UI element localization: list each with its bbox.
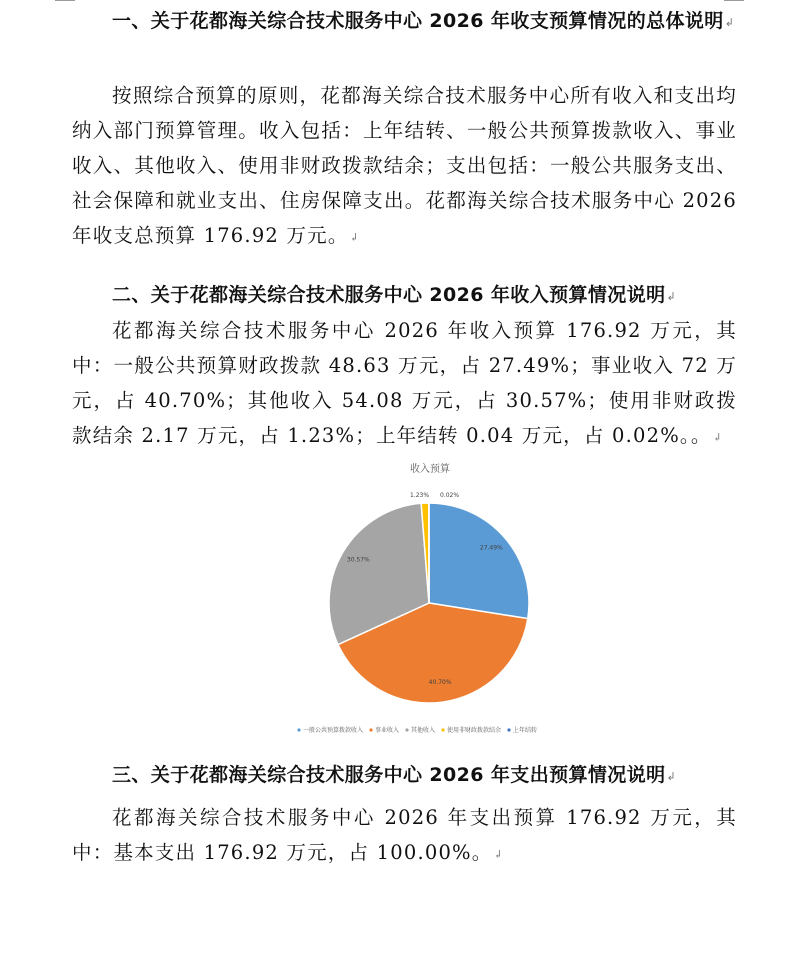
paragraph-mark-icon: ↲ — [493, 848, 504, 861]
paragraph-mark-icon: ↲ — [724, 16, 735, 29]
section-1-body: 按照综合预算的原则，花都海关综合技术服务中心所有收入和支出均纳入部门预算管理。收入包括：上年结转、一般公共预算拨款收入、事业收入、其他收入、使用非财政拨款结余；支出包括：一般公共服务支出、社会保障和就业支出、住房保障支出。花都海关综合技术服务中心 2026 年收支总预算 176.92 万元。↲ — [72, 84, 737, 247]
pie-data-label: 1.23% — [410, 492, 430, 499]
section-2-heading: 二、关于花都海关综合技术服务中心 2026 年收入预算情况说明↲ — [112, 284, 677, 306]
legend-marker — [297, 728, 300, 731]
chart-legend — [297, 726, 537, 734]
legend-entry: 事业收入 — [375, 727, 400, 734]
pie-data-label: 30.57% — [346, 556, 370, 564]
chart-title: 收入预算 — [410, 464, 450, 475]
legend-marker — [369, 728, 372, 731]
pie-data-label: 40.70% — [428, 679, 452, 687]
legend-entry: 其他收入 — [411, 727, 436, 734]
legend-entry: 使用非财政拨款结余 — [447, 727, 502, 734]
pie-slice — [429, 503, 529, 619]
paragraph-mark-icon: ↲ — [712, 431, 723, 444]
paragraph-mark-icon: ↲ — [349, 231, 360, 244]
paragraph-mark-icon: ↲ — [666, 290, 677, 303]
section-3-heading: 三、关于花都海关综合技术服务中心 2026 年支出预算情况说明↲ — [112, 764, 677, 786]
section-2-body: 花都海关综合技术服务中心 2026 年收入预算 176.92 万元，其中：一般公共预算财政拨款 48.63 万元，占 27.49%；事业收入 72 万元，占 40.70%；其他收入 54.08 万元，占 30.57%；使用非财政拨款结余 2.17 万元，占 1.23%；上年结转 0.04 万元，占 0.02%。。↲ — [72, 319, 737, 447]
pie-slices — [329, 503, 529, 703]
pie-chart-svg — [240, 460, 620, 750]
pie-data-label: 0.02% — [440, 492, 460, 499]
legend-marker — [405, 728, 408, 731]
legend-entry: 一般公共预算拨款收入 — [303, 727, 364, 734]
legend-entry: 上年结转 — [513, 727, 538, 734]
income-budget-pie-chart — [240, 460, 620, 750]
section-3-body: 花都海关综合技术服务中心 2026 年支出预算 176.92 万元，其中：基本支出 176.92 万元，占 100.00%。↲ — [72, 806, 737, 864]
page-corner-mark-right — [724, 0, 744, 1]
legend-marker — [441, 728, 444, 731]
pie-data-label: 27.49% — [479, 544, 503, 552]
paragraph-mark-icon: ↲ — [666, 770, 677, 783]
section-1-heading: 一、关于花都海关综合技术服务中心 2026 年收支预算情况的总体说明↲ — [112, 10, 735, 32]
page-corner-mark-left — [55, 0, 75, 1]
legend-marker — [507, 728, 510, 731]
